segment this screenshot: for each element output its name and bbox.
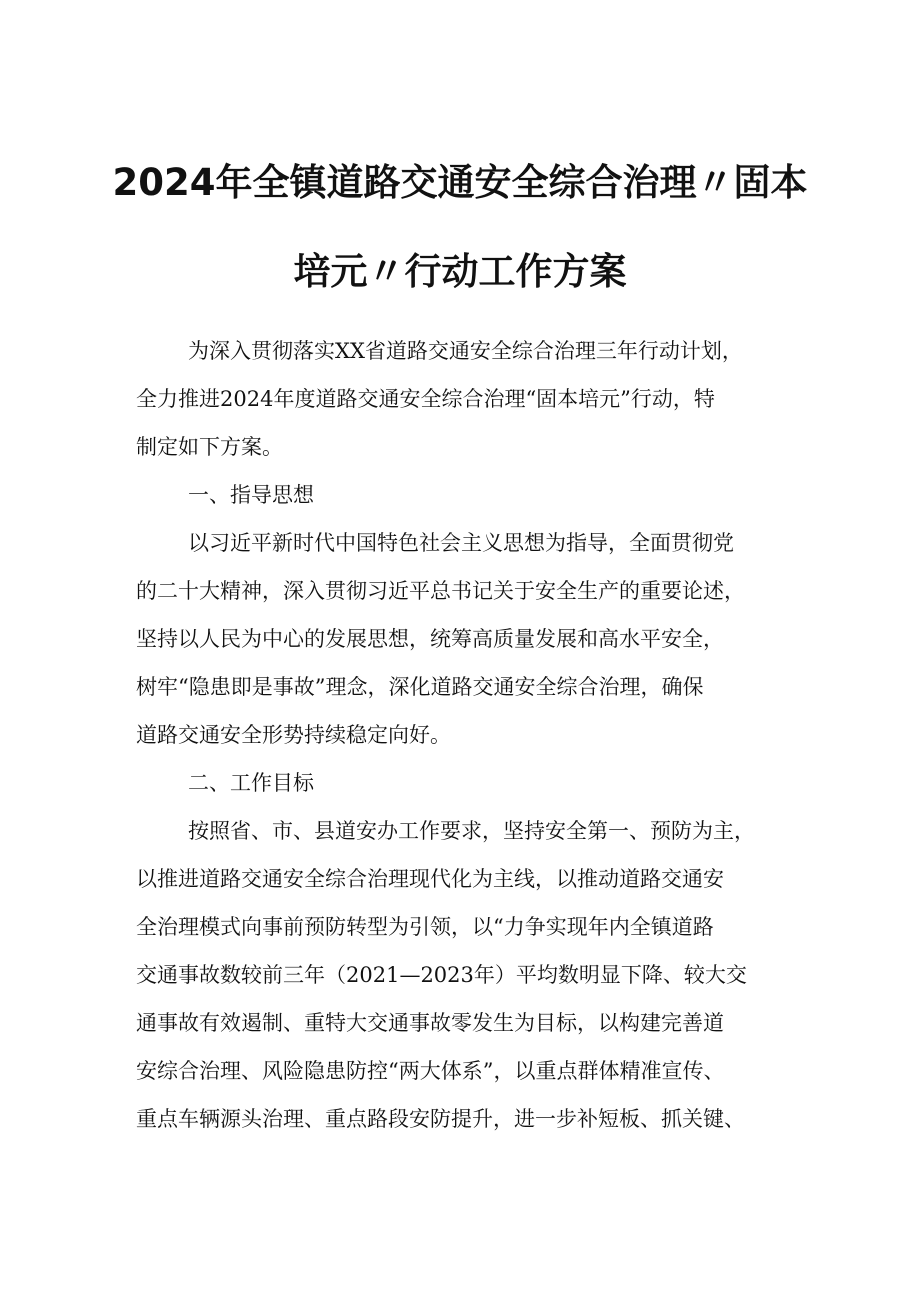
document-title-line-1: 2024年全镇道路交通安全综合治理〃固本 — [112, 161, 808, 204]
paragraph-ideology-line: 树牢“隐患即是事故”理念，深化道路交通安全综合治理，确保 — [136, 675, 704, 699]
paragraph-intro-line: 为深入贯彻落实XX省道路交通安全综合治理三年行动计划， — [188, 339, 743, 363]
paragraph-goals-line: 通事故有效遏制、重特大交通事故零发生为目标，以构建完善道 — [136, 1011, 724, 1035]
paragraph-goals-line: 全治理模式向事前预防转型为引领，以“力争实现年内全镇道路 — [136, 915, 714, 939]
paragraph-ideology-line: 以习近平新时代中国特色社会主义思想为指导，全面贯彻党 — [188, 531, 734, 555]
paragraph-goals-line: 按照省、市、县道安办工作要求，坚持安全第一、预防为主， — [188, 819, 755, 843]
paragraph-intro-line: 全力推进2024年度道路交通安全综合治理“固本培元”行动，特 — [136, 387, 715, 411]
paragraph-ideology-line: 的二十大精神，深入贯彻习近平总书记关于安全生产的重要论述， — [136, 579, 745, 603]
paragraph-goals-line: 以推进道路交通安全综合治理现代化为主线，以推动道路交通安 — [136, 867, 724, 891]
document-title-line-2: 培元〃行动工作方案 — [293, 250, 627, 293]
section-heading-work-goals: 二、工作目标 — [188, 771, 314, 795]
paragraph-goals-line: 安综合治理、风险隐患防控“两大体系”，以重点群体精准宣传、 — [136, 1059, 725, 1083]
paragraph-ideology-line: 坚持以人民为中心的发展思想，统筹高质量发展和高水平安全， — [136, 627, 724, 651]
section-heading-guiding-ideology: 一、指导思想 — [188, 483, 314, 507]
paragraph-goals-line: 交通事故数较前三年（2021—2023年）平均数明显下降、较大交 — [136, 963, 747, 987]
paragraph-goals-line: 重点车辆源头治理、重点路段安防提升，进一步补短板、抓关键、 — [136, 1107, 745, 1131]
paragraph-intro-line: 制定如下方案。 — [136, 435, 283, 459]
paragraph-ideology-line: 道路交通安全形势持续稳定向好。 — [136, 723, 451, 747]
